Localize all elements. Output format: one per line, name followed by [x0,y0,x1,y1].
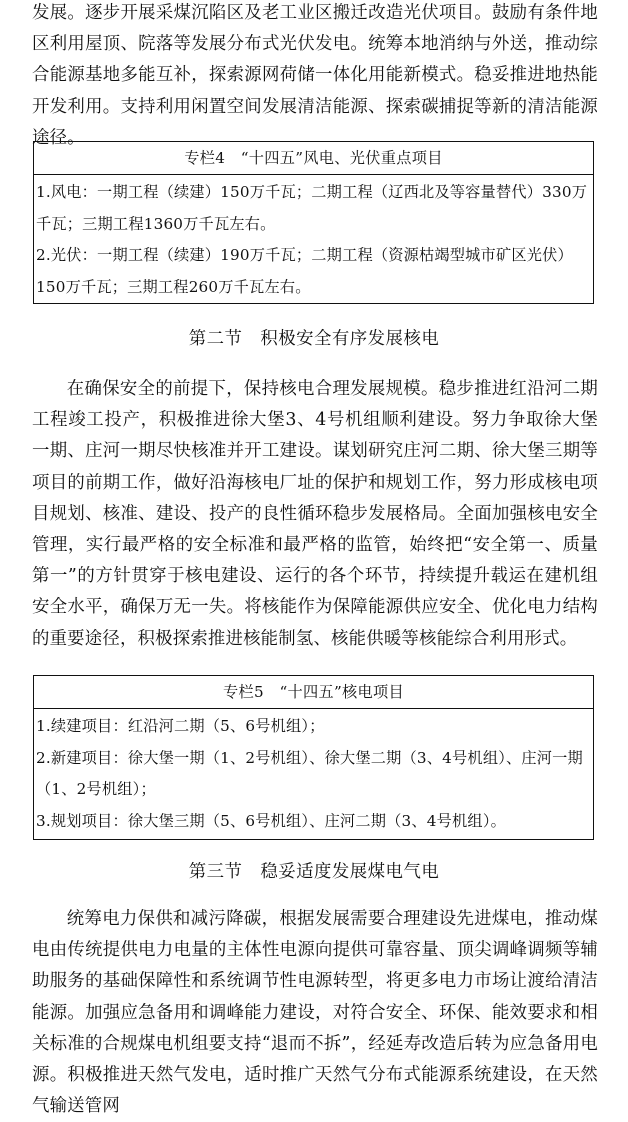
section3-paragraph: 统筹电力保供和减污降碳，根据发展需要合理建设先进煤电，推动煤电由传统提供电力电量的主体性电源向提供可靠容量、顶尖调峰调频等辅助服务的基础保障性和系统调节性电源转型，将更多电力市场让渡给清洁能源。加强应急备用和调峰能力建设，对符合安全、环保、能效要求和相关标准的合规煤电机组要支持“退而不拆”，经延寿改造后转为应急备用电源。积极推进天然气发电，适时推广天然气分布式能源系统建设，在天然气输送管网 [32,909,598,1117]
section3-heading: 第三节 稳妥适度发展煤电气电 [188,862,440,882]
intro-paragraph: 发展。逐步开展采煤沉陷区及老工业区搬迁改造光伏项目。鼓励有条件地区利用屋顶、院落等发展分布式光伏发电。统筹本地消纳与外送，推动综合能源基地多能互补，探索源网荷储一体化用能新模式。稳妥推进地热能开发利用。支持利用闲置空间发展清洁能源、探索碳捕捉等新的清洁能源途径。 [32,3,598,148]
box5-item-ongoing: 1.续建项目：红沿河二期（5、6号机组）； [36,717,325,735]
section2-heading: 第二节 积极安全有序发展核电 [188,329,440,349]
box5-body [34,709,593,837]
box5-item-planned: 3.规划项目：徐大堡三期（5、6号机组）、庄河二期（3、4号机组）。 [36,811,506,830]
box5-item-new: 2.新建项目：徐大堡一期（1、2号机组）、徐大堡二期（3、4号机组）、庄河一期（1、2号机组）； [36,748,583,798]
box4-table [33,141,594,304]
box4-title: 专栏4 “十四五”风电、光伏重点项目 [34,142,593,175]
box4-body [34,175,593,303]
box5-title: 专栏5 “十四五”核电项目 [34,676,593,709]
section2-paragraph: 在确保安全的前提下，保持核电合理发展规模。稳步推进红沿河二期工程竣工投产，积极推进徐大堡3、4号机组顺利建设。努力争取徐大堡一期、庄河一期尽快核准并开工建设。谋划研究庄河二期、徐大堡三期等项目的前期工作，做好沿海核电厂址的保护和规划工作，努力形成核电项目规划、核准、建设、投产的良性循环稳步发展格局。全面加强核电安全管理，实行最严格的安全标准和最严格的监管，始终把“安全第一、质量第一”的方针贯穿于核电建设、运行的各个环节，持续提升载运在建机组安全水平，确保万无一失。将核能作为保障能源供应安全、优化电力结构的重要途径，积极探索推进核能制氢、核能供暖等核能综合利用形式。 [32,379,598,649]
box4-item-wind: 1.风电：一期工程（续建）150万千瓦；二期工程（辽西北及等容量替代）330万千瓦；三期工程1360万千瓦左右。 [36,183,588,233]
box4-item-solar: 2.光伏：一期工程（续建）190万千瓦；二期工程（资源枯竭型城市矿区光伏）150万千瓦；三期工程260万千瓦左右。 [36,246,573,296]
box5-table [33,675,594,840]
